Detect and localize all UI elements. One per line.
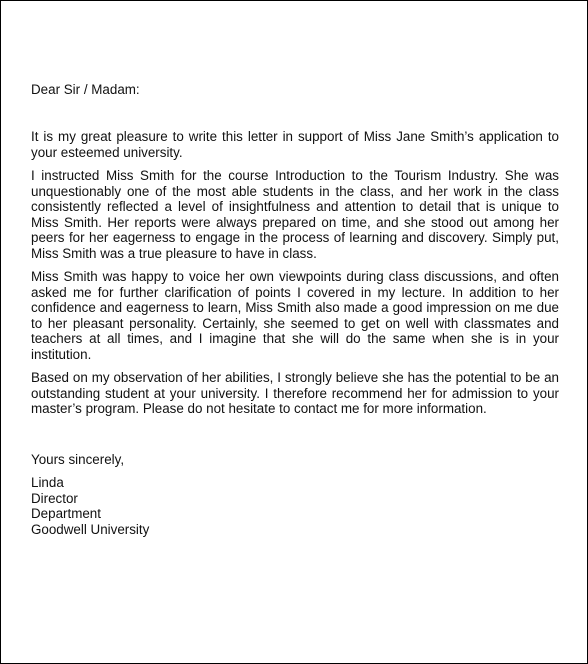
closing: Yours sincerely, <box>31 452 125 467</box>
signature-organization: Goodwell University <box>31 521 150 537</box>
signature-block <box>31 475 149 537</box>
signature-department: Department <box>31 506 101 521</box>
signature-title: Director <box>31 490 78 506</box>
signature-name: Linda <box>31 475 64 490</box>
paragraph-recommendation: Based on my observation of her abilities, I strongly believe she has the potential to be an outstanding student at your university. I therefore recommend her for admission to your master’s program. Please do not hesitate to contact me for more information. <box>31 370 559 416</box>
paragraph-course: I instructed Miss Smith for the course Introduction to the Tourism Industry. She was unquestionably one of the most able students in the class, and her work in the class consistently reflected a level of insightfulness and attention to detail that is unique to Miss Smith. Her reports were always prepared on time, and she stood out among her peers for her eagerness to engage in the process of learning and discovery. Simply put, Miss Smith was a true pleasure to have in class. <box>31 168 559 261</box>
salutation: Dear Sir / Madam: <box>31 82 140 97</box>
paragraph-personality: Miss Smith was happy to voice her own viewpoints during class discussions, and often asked me for further clarification of points I covered in my lecture. In addition to her confidence and eagerness to learn, Miss Smith also made a good impression on me due to her pleasant personality. Certainly, she seemed to get on well with classmates and teachers at all times, and I imagine that she will do the same when she is in your institution. <box>31 269 559 362</box>
paragraph-intro: It is my great pleasure to write this letter in support of Miss Jane Smith’s application to your esteemed university. <box>31 129 559 160</box>
letter-body <box>31 129 559 425</box>
